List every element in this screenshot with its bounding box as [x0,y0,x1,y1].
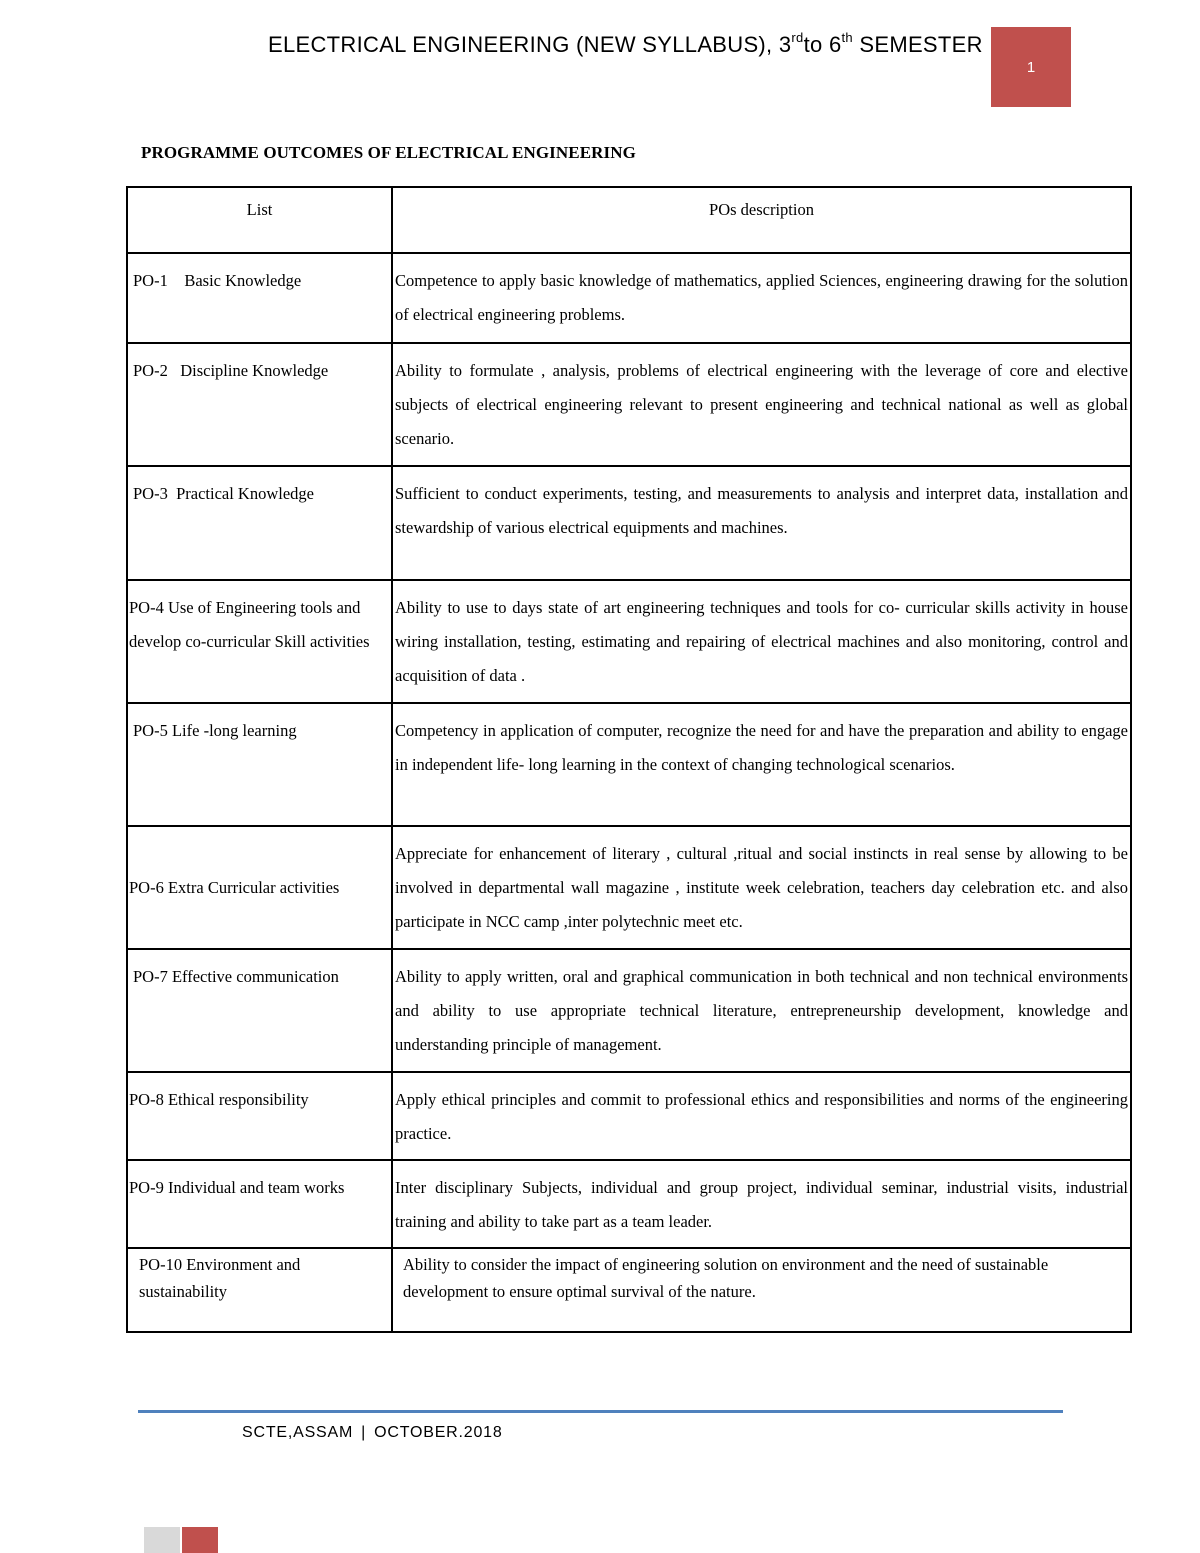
po-list-cell: PO-8 Ethical responsibility [127,1072,392,1160]
po-description-cell: Ability to formulate , analysis, problems of electrical engineering with the leverage of core and elective subjects of electrical engineering relevant to present engineering and technical national as well as global scenario. [392,343,1131,466]
footer-organization: SCTE,ASSAM [242,1424,354,1441]
po-description-cell: Appreciate for enhancement of literary , cultural ,ritual and social instincts in real sense by allowing to be involved in departmental wall magazine , institute week celebration, teachers day celebration etc. and also participate in NCC camp ,inter polytechnic meet etc. [392,826,1131,949]
page-number: 1 [1026,58,1036,76]
page-number-box [991,27,1071,107]
table-row [127,949,1131,1072]
column-header-list: List [127,187,392,253]
footer-grey-block [144,1527,180,1553]
header-title-prefix: ELECTRICAL ENGINEERING (NEW SYLLABUS), 3 [268,32,792,57]
po-list-cell: PO-3 Practical Knowledge [127,466,392,580]
table-row [127,580,1131,703]
po-list-cell: PO-10 Environment and sustainability [127,1248,392,1332]
programme-outcomes-table [126,186,1132,1333]
po-list-cell: PO-6 Extra Curricular activities [127,826,392,949]
po-description-cell: Ability to apply written, oral and graphical communication in both technical and non technical environments and ability to use appropriate technical literature, entrepreneurship development, knowledge and understanding principle of management. [392,949,1131,1072]
po-list-cell: PO-7 Effective communication [127,949,392,1072]
table-row [127,703,1131,826]
footer-separator: | [361,1424,367,1441]
table-row [127,466,1131,580]
header-title-suffix: SEMESTER [852,32,983,57]
po-description-cell: Ability to consider the impact of engineering solution on environment and the need of sustainable development to ensure optimal survival of the nature. [392,1248,1131,1332]
table-row [127,826,1131,949]
header-title-superscript-th: th [841,30,853,45]
po-description-cell: Apply ethical principles and commit to professional ethics and responsibilities and norms of the engineering practice. [392,1072,1131,1160]
po-list-cell: PO-1 Basic Knowledge [127,253,392,343]
column-header-description: POs description [392,187,1131,253]
table-row [127,1160,1131,1248]
po-description-cell: Ability to use to days state of art engineering techniques and tools for co- curricular skills activity in house wiring installation, testing, estimating and repairing of electrical machines and also monitoring, control and acquisition of data . [392,580,1131,703]
footer-red-block [182,1527,218,1553]
po-description-cell: Competency in application of computer, recognize the need for and have the preparation and ability to engage in independent life- long learning in the context of changing technological scenarios. [392,703,1131,826]
table-row [127,1248,1131,1332]
footer-date: OCTOBER.2018 [374,1424,503,1441]
table-row [127,1072,1131,1160]
po-list-cell: PO-2 Discipline Knowledge [127,343,392,466]
table-row [127,253,1131,343]
table-header-row [127,187,1131,253]
table-row [127,343,1131,466]
po-list-cell: PO-5 Life -long learning [127,703,392,826]
po-list-cell: PO-4 Use of Engineering tools and develop co-curricular Skill activities [127,580,392,703]
page-footer [242,1424,503,1442]
po-description-cell: Sufficient to conduct experiments, testing, and measurements to analysis and interpret data, installation and stewardship of various electrical equipments and machines. [392,466,1131,580]
po-list-cell: PO-9 Individual and team works [127,1160,392,1248]
po-description-cell: Inter disciplinary Subjects, individual and group project, individual seminar, industrial visits, industrial training and ability to take part as a team leader. [392,1160,1131,1248]
footer-divider-line [138,1410,1063,1413]
header-title-superscript-rd: rd [791,30,804,45]
section-heading: PROGRAMME OUTCOMES OF ELECTRICAL ENGINEERING [141,143,636,162]
po-description-cell: Competence to apply basic knowledge of mathematics, applied Sciences, engineering drawing for the solution of electrical engineering problems. [392,253,1131,343]
document-header-title [268,30,983,58]
header-title-middle: to 6 [803,32,842,57]
